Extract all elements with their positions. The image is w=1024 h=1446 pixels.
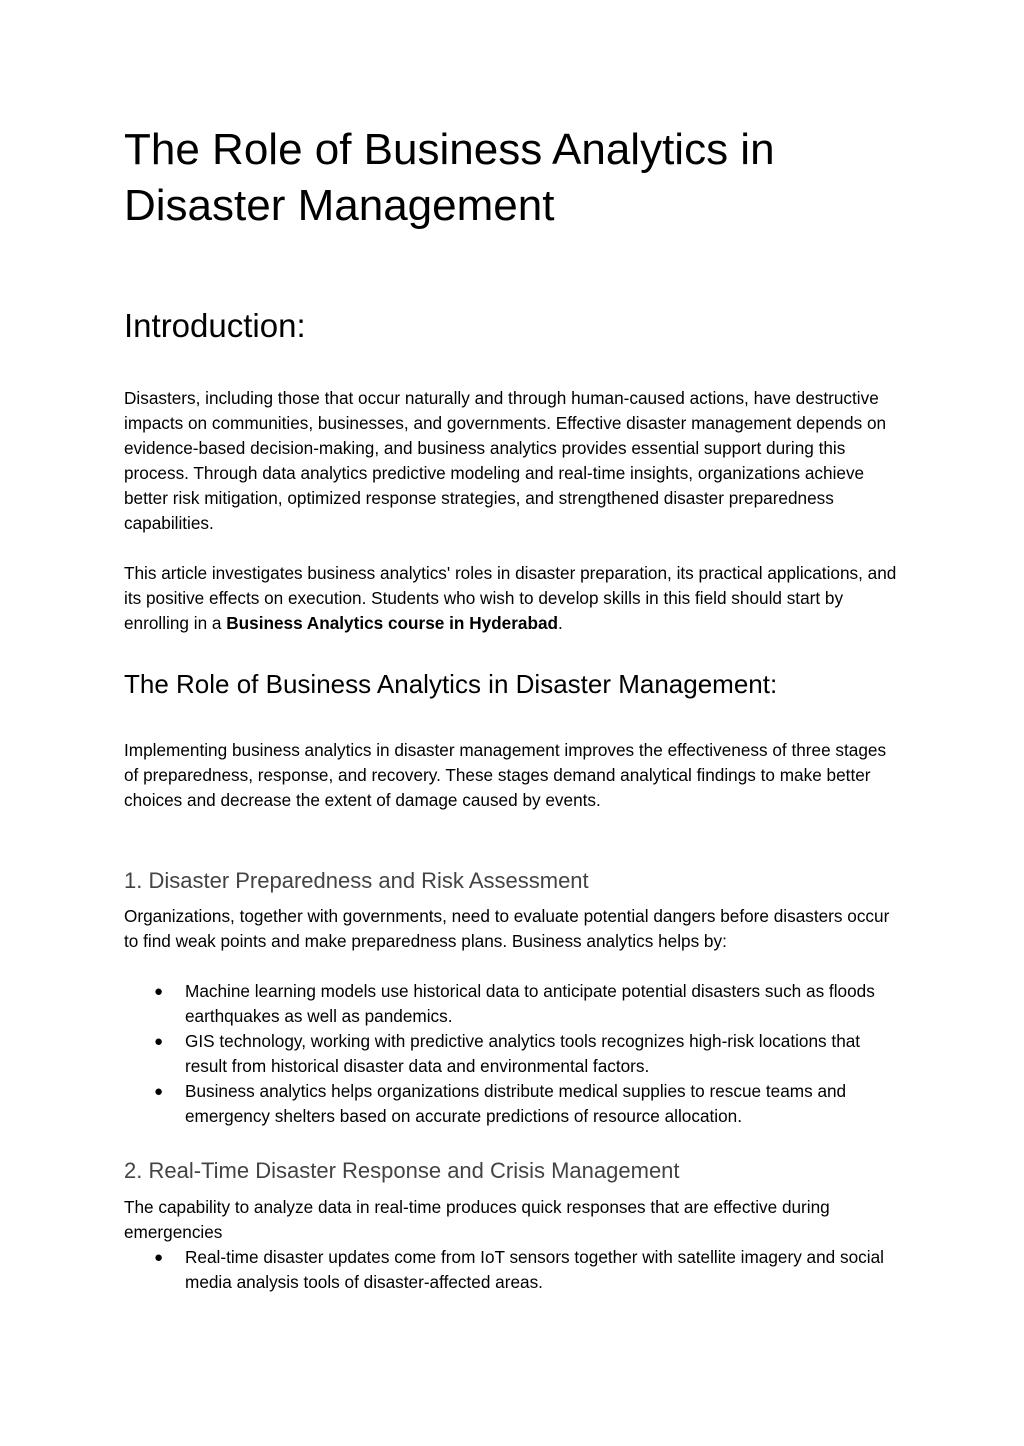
section-1-intro: Organizations, together with governments, need to evaluate potential dangers before disasters occur to find weak points and make preparedness plans. Business analytics helps by:	[124, 906, 890, 951]
list-item	[124, 1029, 900, 1079]
bullet-icon: ●	[154, 1033, 164, 1050]
role-section-paragraph: Implementing business analytics in disaster management improves the effectiveness of three stages of preparedness, response, and recovery. These stages demand analytical findings to make better choices and decrease the extent of damage caused by events.	[124, 740, 887, 810]
section-2-intro: The capability to analyze data in real-time produces quick responses that are effective during emergencies	[124, 1197, 830, 1242]
bullet-icon: ●	[154, 983, 164, 1000]
list-item	[124, 979, 900, 1029]
list-item-text: Business analytics helps organizations distribute medical supplies to rescue teams and emergency shelters based on accurate predictions of resource allocation.	[185, 1081, 847, 1126]
introduction-paragraph-2-end: .	[558, 613, 563, 633]
role-section-heading: The Role of Business Analytics in Disaster Management:	[124, 669, 778, 699]
list-item	[124, 1245, 900, 1295]
introduction-paragraph-1: Disasters, including those that occur naturally and through human-caused actions, have destructive impacts on communities, businesses, and governments. Effective disaster management depends on evidence-based decision-making, and business analytics provides essential support during this process. Through data analytics predictive modeling and real-time insights, organizations achieve better risk mitigation, optimized response strategies, and strengthened disaster preparedness capabilities.	[124, 388, 887, 533]
section-1-bullet-list	[124, 979, 900, 1129]
introduction-heading: Introduction:	[124, 307, 306, 344]
document-title: The Role of Business Analytics in Disaster Management	[124, 125, 775, 230]
section-1-heading: 1. Disaster Preparedness and Risk Assessment	[124, 868, 589, 893]
list-item-text: GIS technology, working with predictive analytics tools recognizes high-risk locations that result from historical disaster data and environmental factors.	[185, 1031, 861, 1076]
introduction-paragraph-2	[124, 561, 900, 636]
section-2-bullet-list	[124, 1245, 900, 1295]
bullet-icon: ●	[154, 1083, 164, 1100]
course-highlight: Business Analytics course in Hyderabad	[226, 613, 559, 633]
list-item-text: Machine learning models use historical data to anticipate potential disasters such as floods earthquakes as well as pandemics.	[185, 981, 875, 1026]
list-item	[124, 1079, 900, 1129]
list-item-text: Real-time disaster updates come from IoT sensors together with satellite imagery and social media analysis tools of disaster-affected areas.	[185, 1247, 884, 1292]
bullet-icon: ●	[154, 1249, 164, 1266]
introduction-paragraph-2-text: This article investigates business analytics' roles in disaster preparation, its practical applications, and its positive effects on execution. Students who wish to develop skills in this field should start by enrolling in a	[124, 563, 897, 633]
section-2-heading: 2. Real-Time Disaster Response and Crisis Management	[124, 1158, 680, 1183]
